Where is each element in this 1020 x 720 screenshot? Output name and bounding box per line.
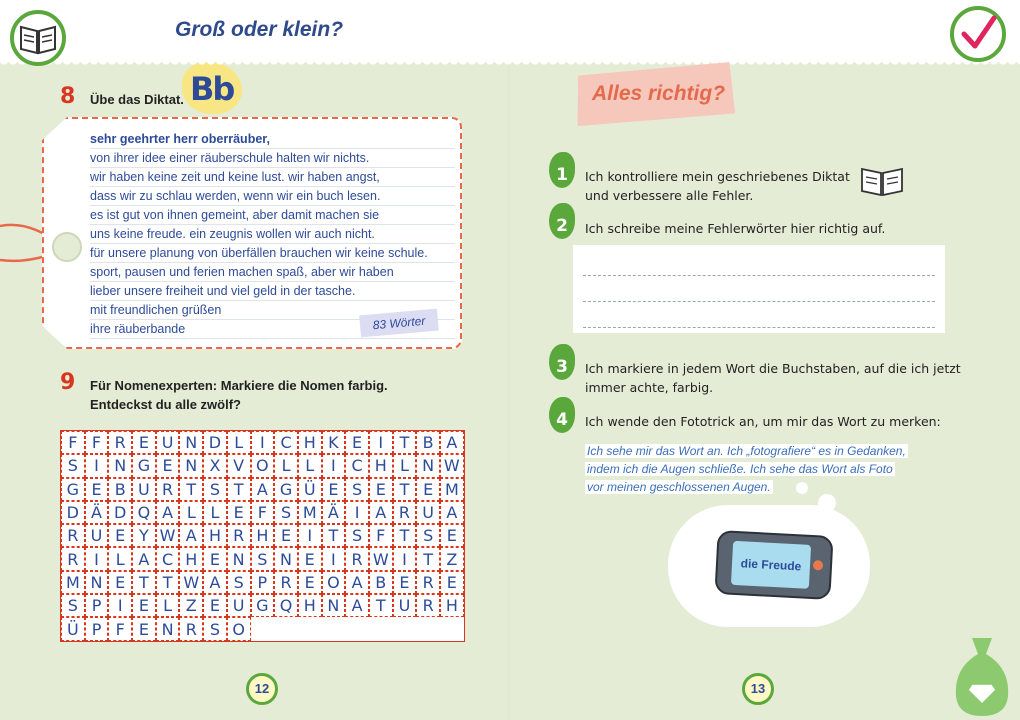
grid-cell[interactable]: E <box>298 547 322 570</box>
grid-cell[interactable]: A <box>132 547 156 570</box>
step-badge-1: 1 <box>549 152 575 188</box>
task9-instruction <box>90 376 388 414</box>
grid-cell[interactable]: S <box>345 524 369 547</box>
grid-cell[interactable]: R <box>345 547 369 570</box>
page-number-left: 12 <box>246 673 278 705</box>
grid-cell[interactable]: I <box>85 454 109 477</box>
dictation-line: ihre räuberbande <box>90 320 455 339</box>
writing-line[interactable] <box>583 301 935 302</box>
grid-cell[interactable]: M <box>440 478 464 501</box>
grid-cell[interactable]: Ü <box>61 617 85 640</box>
tag-hole <box>52 232 82 262</box>
grid-cell[interactable]: Ü <box>298 478 322 501</box>
page-number-right: 13 <box>742 673 774 705</box>
grid-cell[interactable]: O <box>227 617 251 640</box>
grid-cell[interactable]: S <box>61 594 85 617</box>
task8-instruction: Übe das Diktat. <box>90 92 184 107</box>
step-text-3 <box>585 359 961 397</box>
grid-cell[interactable]: L <box>203 501 227 524</box>
grid-cell[interactable]: E <box>132 617 156 640</box>
grid-cell[interactable]: E <box>416 478 440 501</box>
dictation-line: von ihrer idee einer räuberschule halten wir nichts. <box>90 149 455 168</box>
grid-cell[interactable]: H <box>251 524 275 547</box>
grid-cell[interactable]: I <box>108 594 132 617</box>
grid-cell[interactable]: S <box>203 478 227 501</box>
grid-cell[interactable]: A <box>156 501 180 524</box>
dictation-line: mit freundlichen grüßen <box>90 301 455 320</box>
grid-cell[interactable]: N <box>108 454 132 477</box>
step-1-line-1: Ich kontrolliere mein geschriebenes Diktat <box>585 169 850 184</box>
grid-cell[interactable]: Ä <box>322 501 346 524</box>
grid-cell[interactable]: W <box>369 547 393 570</box>
grid-cell[interactable]: Y <box>132 524 156 547</box>
grid-cell[interactable]: E <box>203 594 227 617</box>
grid-cell[interactable]: N <box>416 454 440 477</box>
step-badge-4: 4 <box>549 397 575 433</box>
grid-cell[interactable]: I <box>369 431 393 454</box>
grid-cell[interactable]: R <box>416 594 440 617</box>
grid-cell[interactable]: L <box>227 431 251 454</box>
grid-cell[interactable]: I <box>345 501 369 524</box>
grid-cell[interactable]: N <box>322 594 346 617</box>
grid-cell[interactable]: U <box>156 431 180 454</box>
grid-cell[interactable]: R <box>227 524 251 547</box>
grid-cell[interactable]: K <box>322 431 346 454</box>
grid-cell[interactable]: A <box>345 594 369 617</box>
task-number-8: 8 <box>60 84 76 109</box>
correction-writing-area[interactable] <box>573 245 945 333</box>
bb-badge-text: Bb <box>190 70 234 108</box>
grid-cell[interactable]: N <box>227 547 251 570</box>
grid-cell[interactable]: D <box>61 501 85 524</box>
grid-cell[interactable]: D <box>203 431 227 454</box>
grid-cell[interactable]: M <box>61 571 85 594</box>
grid-cell[interactable]: S <box>203 617 227 640</box>
grid-cell[interactable]: E <box>85 478 109 501</box>
bb-badge <box>190 70 238 110</box>
dictation-text <box>90 130 455 339</box>
thought-dot <box>796 482 808 494</box>
grid-cell[interactable]: O <box>322 571 346 594</box>
grid-cell[interactable]: E <box>132 431 156 454</box>
checkmark-icon <box>950 6 1006 62</box>
grid-cell[interactable]: H <box>440 594 464 617</box>
grid-cell[interactable]: H <box>369 454 393 477</box>
photo-trick-tip <box>585 442 908 496</box>
dictation-line: für unsere planung von überfällen brauchen wir keine schule. <box>90 244 455 263</box>
grid-cell[interactable]: E <box>298 571 322 594</box>
grid-cell[interactable]: W <box>156 524 180 547</box>
step-text-1 <box>585 167 850 205</box>
grid-cell[interactable]: I <box>85 547 109 570</box>
grid-cell[interactable]: N <box>179 431 203 454</box>
task9-line-2: Entdeckst du alle zwölf? <box>90 397 241 412</box>
grid-cell[interactable]: L <box>274 454 298 477</box>
grid-cell[interactable]: S <box>61 454 85 477</box>
tip-line: vor meinen geschlossenen Augen. <box>587 480 771 494</box>
grid-cell[interactable]: E <box>440 571 464 594</box>
grid-cell[interactable]: A <box>179 524 203 547</box>
grid-cell[interactable]: A <box>440 501 464 524</box>
dictation-line: lieber unsere freiheit und viel geld in der tasche. <box>90 282 455 301</box>
grid-cell[interactable]: P <box>85 594 109 617</box>
grid-cell[interactable]: F <box>369 524 393 547</box>
grid-cell[interactable]: E <box>345 431 369 454</box>
grid-cell[interactable]: V <box>227 454 251 477</box>
right-heading: Alles richtig? <box>592 82 726 105</box>
grid-cell[interactable]: N <box>85 571 109 594</box>
grid-cell[interactable]: Q <box>274 594 298 617</box>
money-bag-icon <box>950 634 1014 718</box>
tip-line: Ich sehe mir das Wort an. Ich „fotografiere“ es in Gedanken, <box>587 444 906 458</box>
word-search-grid[interactable] <box>60 430 465 642</box>
grid-cell[interactable]: E <box>369 478 393 501</box>
grid-cell[interactable]: G <box>251 594 275 617</box>
grid-cell[interactable]: T <box>179 478 203 501</box>
grid-cell[interactable]: S <box>416 524 440 547</box>
phone-button <box>813 560 824 571</box>
dictation-line: sport, pausen und ferien machen spaß, aber wir haben <box>90 263 455 282</box>
grid-cell[interactable]: A <box>440 431 464 454</box>
grid-cell[interactable]: I <box>393 547 417 570</box>
grid-cell[interactable]: T <box>132 571 156 594</box>
dictation-line: wir haben keine zeit und keine lust. wir haben angst, <box>90 168 455 187</box>
grid-cell[interactable]: F <box>251 501 275 524</box>
grid-cell[interactable]: T <box>393 524 417 547</box>
grid-cell[interactable]: W <box>179 571 203 594</box>
tip-line: indem ich die Augen schließe. Ich sehe das Wort als Foto <box>587 462 893 476</box>
grid-cell[interactable]: E <box>322 478 346 501</box>
grid-cell[interactable]: R <box>416 571 440 594</box>
step-text-2 <box>585 219 885 238</box>
grid-cell[interactable]: R <box>156 478 180 501</box>
grid-cell[interactable]: R <box>61 547 85 570</box>
grid-cell[interactable]: F <box>108 617 132 640</box>
word-count-label: 83 Wörter <box>359 309 439 338</box>
grid-cell[interactable]: C <box>156 547 180 570</box>
grid-cell[interactable]: F <box>85 431 109 454</box>
grid-cell[interactable]: H <box>179 547 203 570</box>
step-3-line-1: Ich markiere in jedem Wort die Buchstaben, auf die ich jetzt <box>585 361 961 376</box>
grid-cell[interactable]: G <box>61 478 85 501</box>
grid-cell[interactable]: S <box>274 501 298 524</box>
grid-cell[interactable]: C <box>274 431 298 454</box>
grid-cell[interactable]: E <box>274 524 298 547</box>
grid-cell[interactable]: E <box>227 501 251 524</box>
grid-cell[interactable]: Q <box>132 501 156 524</box>
grid-cell[interactable]: H <box>298 594 322 617</box>
grid-cell[interactable]: T <box>393 478 417 501</box>
step-2-line-1: Ich schreibe meine Fehlerwörter hier richtig auf. <box>585 221 886 236</box>
grid-cell[interactable]: L <box>108 547 132 570</box>
grid-cell[interactable]: U <box>227 594 251 617</box>
step-text-4 <box>585 412 941 431</box>
grid-cell[interactable]: E <box>440 524 464 547</box>
grid-cell[interactable]: A <box>203 571 227 594</box>
grid-cell[interactable]: E <box>156 454 180 477</box>
task-number-9: 9 <box>60 370 76 395</box>
grid-cell[interactable]: R <box>274 571 298 594</box>
grid-cell[interactable]: A <box>251 478 275 501</box>
grid-cell[interactable]: P <box>251 571 275 594</box>
grid-cell[interactable]: T <box>227 478 251 501</box>
phone-icon <box>714 530 833 600</box>
grid-cell[interactable]: G <box>274 478 298 501</box>
step-badge-2: 2 <box>549 203 575 239</box>
grid-cell[interactable]: I <box>322 547 346 570</box>
notebook-icon <box>858 165 906 197</box>
grid-cell[interactable]: R <box>179 617 203 640</box>
grid-cell[interactable]: S <box>251 547 275 570</box>
grid-cell[interactable]: T <box>322 524 346 547</box>
grid-cell[interactable]: E <box>393 571 417 594</box>
phone-screen: die Freude <box>731 541 811 589</box>
grid-cell[interactable]: L <box>179 501 203 524</box>
grid-cell[interactable]: E <box>108 524 132 547</box>
grid-cell[interactable]: B <box>369 571 393 594</box>
grid-cell[interactable]: R <box>108 431 132 454</box>
grid-cell[interactable]: E <box>108 571 132 594</box>
grid-cell[interactable]: I <box>322 454 346 477</box>
notebook-icon <box>10 10 66 66</box>
grid-cell[interactable]: X <box>203 454 227 477</box>
grid-cell[interactable]: M <box>298 501 322 524</box>
page-title: Groß oder klein? <box>175 18 344 41</box>
dictation-line: es ist gut von ihnen gemeint, aber damit machen sie <box>90 206 455 225</box>
grid-cell[interactable]: S <box>227 571 251 594</box>
grid-cell[interactable]: N <box>274 547 298 570</box>
task9-line-1: Für Nomenexperten: Markiere die Nomen farbig. <box>90 378 388 393</box>
grid-cell[interactable]: U <box>393 594 417 617</box>
grid-cell[interactable]: U <box>85 524 109 547</box>
grid-cell[interactable]: U <box>132 478 156 501</box>
grid-cell[interactable]: T <box>416 547 440 570</box>
grid-cell[interactable]: A <box>369 501 393 524</box>
grid-cell[interactable]: T <box>393 431 417 454</box>
grid-cell[interactable]: T <box>369 594 393 617</box>
writing-line[interactable] <box>583 327 935 328</box>
grid-cell[interactable]: B <box>108 478 132 501</box>
grid-cell[interactable]: S <box>345 478 369 501</box>
grid-cell[interactable]: N <box>156 617 180 640</box>
grid-cell[interactable]: G <box>132 454 156 477</box>
grid-cell[interactable]: U <box>416 501 440 524</box>
grid-cell[interactable]: I <box>298 524 322 547</box>
grid-cell[interactable]: F <box>61 431 85 454</box>
grid-cell[interactable]: L <box>393 454 417 477</box>
grid-cell[interactable]: E <box>132 594 156 617</box>
grid-cell[interactable]: B <box>416 431 440 454</box>
grid-cell[interactable]: H <box>298 431 322 454</box>
grid-cell[interactable]: H <box>203 524 227 547</box>
grid-cell[interactable]: L <box>156 594 180 617</box>
grid-cell[interactable]: D <box>108 501 132 524</box>
dictation-line: sehr geehrter herr oberräuber, <box>90 130 455 149</box>
page-gutter <box>508 62 510 720</box>
grid-cell[interactable]: N <box>179 454 203 477</box>
dictation-line: dass wir zu schlau werden, wenn wir ein buch lesen. <box>90 187 455 206</box>
step-4-line-1: Ich wende den Fototrick an, um mir das Wort zu merken: <box>585 414 941 429</box>
writing-line[interactable] <box>583 275 935 276</box>
grid-cell[interactable]: T <box>156 571 180 594</box>
grid-cell[interactable]: O <box>251 454 275 477</box>
grid-cell[interactable]: Ä <box>85 501 109 524</box>
grid-cell[interactable]: R <box>393 501 417 524</box>
grid-cell[interactable]: Z <box>440 547 464 570</box>
step-3-line-2: immer achte, farbig. <box>585 380 714 395</box>
grid-cell[interactable]: W <box>440 454 464 477</box>
grid-cell[interactable]: R <box>61 524 85 547</box>
dictation-line: uns keine freude. ein zeugnis wollen wir auch nicht. <box>90 225 455 244</box>
step-1-line-2: und verbessere alle Fehler. <box>585 188 754 203</box>
step-badge-3: 3 <box>549 344 575 380</box>
grid-cell[interactable]: P <box>85 617 109 640</box>
header-band <box>0 0 1020 62</box>
grid-cell[interactable]: E <box>203 547 227 570</box>
grid-cell[interactable]: L <box>298 454 322 477</box>
grid-cell[interactable]: A <box>345 571 369 594</box>
grid-cell[interactable]: Z <box>179 594 203 617</box>
grid-cell[interactable]: I <box>251 431 275 454</box>
grid-cell[interactable]: C <box>345 454 369 477</box>
